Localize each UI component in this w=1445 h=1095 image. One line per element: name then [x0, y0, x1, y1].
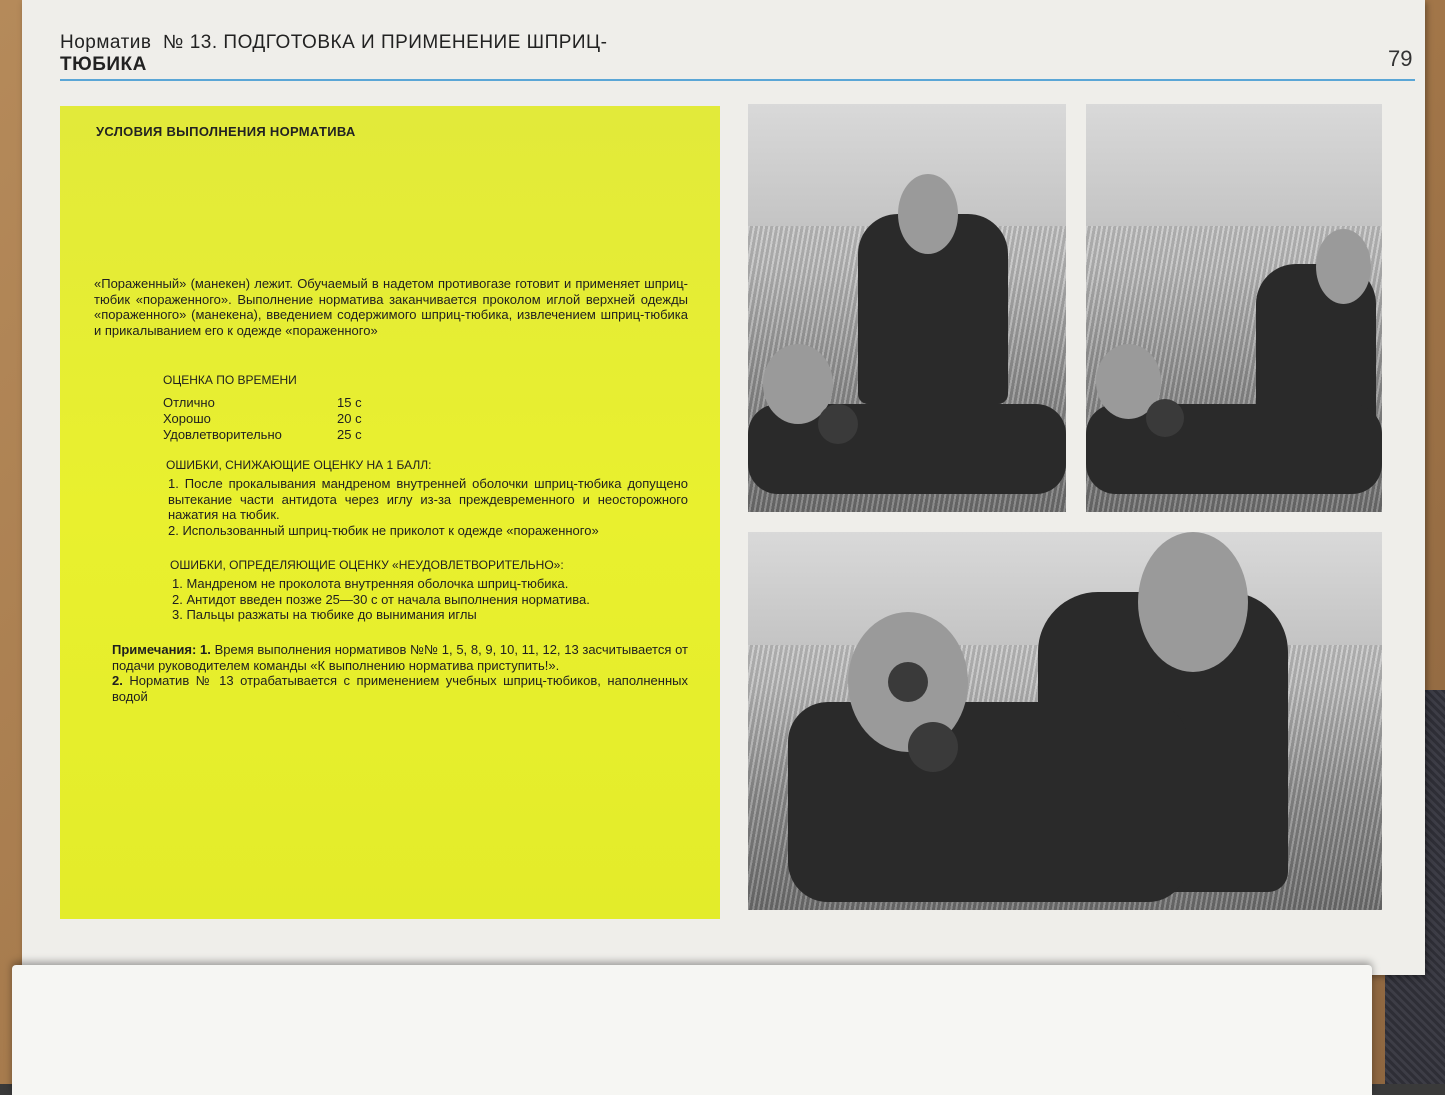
grade-label: Удовлетворительно: [163, 427, 282, 442]
errors-list: [168, 476, 688, 538]
header-label: Норматив: [60, 32, 152, 53]
gas-mask-eyepiece: [888, 662, 928, 702]
gas-mask-filter: [818, 404, 858, 444]
gas-mask-filter: [1146, 399, 1184, 437]
grades-table: [163, 395, 383, 443]
time-grading-heading: ОЦЕНКА ПО ВРЕМЕНИ: [163, 373, 297, 387]
grade-row: [163, 411, 383, 427]
gas-mask-head: [1138, 532, 1248, 672]
error-item: 1. После прокалывания мандреном внутренней оболочки шприц-тюбика допущено вытекание части антидота через иглу из-за преждевременного и неосторожного нажатия на тюбик.: [168, 476, 688, 522]
header-number: № 13.: [163, 32, 218, 53]
page-number: 79: [1388, 46, 1413, 71]
unsat-item: 2. Антидот введен позже 25—30 с от начала выполнения норматива.: [172, 591, 590, 607]
grade-time: 20 с: [337, 411, 362, 426]
header-title-line2: ТЮБИКА: [60, 54, 147, 75]
note-1-text: Время выполнения нормативов №№ 1, 5, 8, 9, 10, 11, 12, 13 засчитывается от подачи руководителем команды «К выполнению норматива приступить!».: [112, 642, 688, 673]
unsat-item: 1. Мандреном не проколота внутренняя оболочка шприц-тюбика.: [172, 576, 569, 591]
errors-heading: ОШИБКИ, СНИЖАЮЩИЕ ОЦЕНКУ НА 1 БАЛЛ:: [166, 458, 432, 472]
grade-row: [163, 395, 383, 411]
notes-label: Примечания:: [112, 642, 197, 657]
notes: [112, 642, 688, 704]
conditions-description: «Пораженный» (манекен) лежит. Обучаемый в надетом противогазе готовит и применяет шприц-тюбик «пораженного». Выполнение норматива заканчивается проколом иглой верхней одежды «пораженного» (манекена), введением содержимого шприц-тюбика, извлечением шприц-тюбика и прикалыванием его к одежде «пораженного»: [94, 276, 688, 338]
conditions-heading: УСЛОВИЯ ВЫПОЛНЕНИЯ НОРМАТИВА: [96, 124, 356, 139]
unsatisfactory-list: [172, 576, 692, 623]
photo-top-left: [748, 104, 1066, 512]
next-page-edge: [12, 965, 1372, 1095]
header-title-line1: ПОДГОТОВКА И ПРИМЕНЕНИЕ ШПРИЦ-: [223, 32, 608, 53]
page-header-title: [60, 32, 720, 76]
gas-mask-head: [898, 174, 958, 254]
header-divider: [60, 79, 1415, 81]
photo-top-right: [1086, 104, 1382, 512]
grade-label: Хорошо: [163, 411, 211, 426]
unsat-item: 3. Пальцы разжаты на тюбике до вынимания иглы: [172, 607, 477, 622]
grade-time: 25 с: [337, 427, 362, 442]
unsatisfactory-heading: ОШИБКИ, ОПРЕДЕЛЯЮЩИЕ ОЦЕНКУ «НЕУДОВЛЕТВОРИТЕЛЬНО»:: [170, 558, 564, 572]
note-2-text: Норматив № 13 отрабатывается с применением учебных шприц-тюбиков, наполненных водой: [112, 673, 688, 704]
note-2: [112, 673, 688, 704]
note-2-number: 2.: [112, 673, 123, 688]
gas-mask-head: [1316, 229, 1371, 304]
gas-mask-filter: [908, 722, 958, 772]
grade-label: Отлично: [163, 395, 215, 410]
grade-row: [163, 427, 383, 443]
grade-time: 15 с: [337, 395, 362, 410]
note-1: [112, 642, 688, 673]
error-item: 2. Использованный шприц-тюбик не приколот к одежде «пораженного»: [168, 522, 599, 538]
lying-figure: [788, 702, 1188, 902]
note-1-number: 1.: [200, 642, 211, 657]
photo-bottom: [748, 532, 1382, 910]
